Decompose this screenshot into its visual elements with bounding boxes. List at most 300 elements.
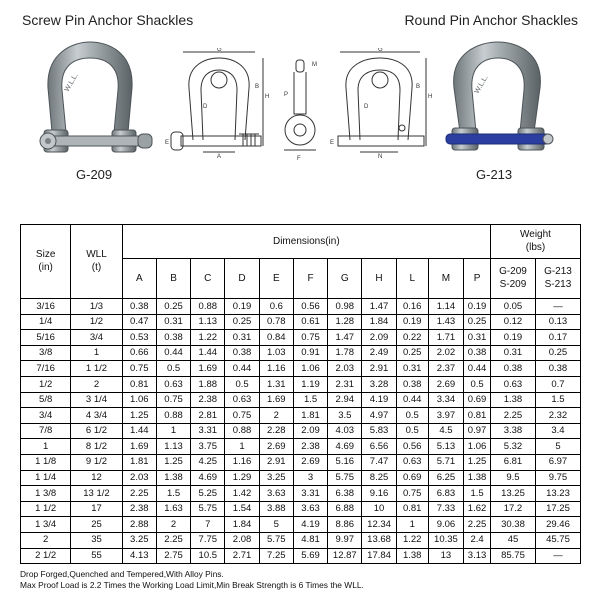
svg-text:B: B	[255, 84, 260, 90]
table-cell: 10.35	[428, 532, 463, 548]
table-cell: 0.88	[191, 299, 225, 315]
table-cell: 0.5	[464, 376, 491, 392]
table-cell: —	[535, 299, 580, 315]
table-cell: 2.38	[122, 501, 156, 517]
table-cell: 12.34	[362, 517, 396, 533]
table-cell: 0.31	[396, 361, 428, 377]
table-cell: 3.34	[428, 392, 463, 408]
table-cell: 4.13	[122, 548, 156, 564]
table-cell: 1.06	[464, 439, 491, 455]
table-cell: 9.75	[535, 470, 580, 486]
svg-text:G: G	[217, 48, 222, 53]
dim-col-header: D	[225, 259, 259, 299]
table-cell: 1.28	[328, 314, 362, 330]
table-row	[21, 376, 581, 392]
table-cell: 0.66	[122, 345, 156, 361]
table-cell: 0.25	[396, 345, 428, 361]
table-cell: 4.25	[191, 454, 225, 470]
table-cell: 5.75	[328, 470, 362, 486]
table-cell: 2.49	[362, 345, 396, 361]
dim-col-header: P	[464, 259, 491, 299]
table-cell: 6.38	[328, 486, 362, 502]
table-cell: 5.69	[293, 548, 327, 564]
table-cell: 2	[71, 376, 122, 392]
table-cell: 0.81	[464, 408, 491, 424]
table-cell: 0.75	[396, 486, 428, 502]
table-cell: 2 1/2	[21, 548, 71, 564]
table-cell: 45.75	[535, 532, 580, 548]
size-header	[21, 225, 71, 299]
svg-text:M: M	[312, 62, 317, 68]
table-cell: 1 3/8	[21, 486, 71, 502]
table-cell: 10.5	[191, 548, 225, 564]
table-cell: 0.25	[464, 314, 491, 330]
table-cell: 1.31	[259, 376, 293, 392]
table-row	[21, 470, 581, 486]
table-cell: 0.53	[122, 330, 156, 346]
table-cell: 13.23	[535, 486, 580, 502]
table-cell: 7/16	[21, 361, 71, 377]
right-model-label: G-213	[476, 167, 513, 182]
table-cell: 9.97	[328, 532, 362, 548]
table-cell: 29.46	[535, 517, 580, 533]
table-cell: 1	[225, 439, 259, 455]
table-cell: 0.25	[225, 314, 259, 330]
weight-header-text: Weight (lbs)	[520, 229, 551, 253]
table-cell: 6.81	[491, 454, 536, 470]
table-cell: 1	[21, 439, 71, 455]
dim-col-header: E	[259, 259, 293, 299]
wll-header-text: WLL (t)	[86, 249, 107, 273]
table-cell: 4.19	[362, 392, 396, 408]
dim-col-header: A	[122, 259, 156, 299]
table-cell: 1.42	[225, 486, 259, 502]
table-cell: 0.19	[225, 299, 259, 315]
table-cell: 1.47	[362, 299, 396, 315]
table-cell: 3.75	[191, 439, 225, 455]
svg-text:H: H	[428, 94, 433, 100]
table-cell: 1.84	[362, 314, 396, 330]
weight-col-header-text: G-213 S-213	[544, 266, 572, 290]
table-cell: 1 1/8	[21, 454, 71, 470]
table-cell: 0.13	[535, 314, 580, 330]
table-cell: 1.29	[225, 470, 259, 486]
table-cell: 2	[21, 532, 71, 548]
note-line-2: Max Proof Load is 2.2 Times the Working Load Limit,Min Break Strength is 6 Times the WLL.	[20, 580, 364, 590]
dim-col-header: H	[362, 259, 396, 299]
svg-text:E: E	[165, 140, 170, 146]
table-cell: 55	[71, 548, 122, 564]
table-cell: 0.44	[396, 392, 428, 408]
table-cell: 1.03	[259, 345, 293, 361]
table-cell: 1.69	[259, 392, 293, 408]
table-cell: 1/2	[21, 376, 71, 392]
table-row	[21, 408, 581, 424]
table-cell: 1.16	[225, 454, 259, 470]
table-cell: 13 1/2	[71, 486, 122, 502]
table-cell: 5.75	[191, 501, 225, 517]
table-cell: 0.75	[225, 408, 259, 424]
table-cell: 5.16	[328, 454, 362, 470]
table-cell: 0.81	[396, 501, 428, 517]
table-cell: 0.5	[396, 408, 428, 424]
table-cell: 1.19	[293, 376, 327, 392]
table-cell: 9.06	[428, 517, 463, 533]
table-cell: 17.2	[491, 501, 536, 517]
table-cell: 0.5	[225, 376, 259, 392]
table-cell: 0.31	[464, 330, 491, 346]
left-model-label: G-209	[76, 167, 113, 182]
table-cell: 0.69	[396, 470, 428, 486]
spec-table	[20, 224, 581, 564]
svg-text:W.L.L.: W.L.L.	[63, 72, 80, 93]
table-cell: 2	[259, 408, 293, 424]
table-cell: 0.19	[464, 299, 491, 315]
table-row	[21, 517, 581, 533]
table-cell: 0.44	[225, 361, 259, 377]
table-cell: 2.37	[428, 361, 463, 377]
table-cell: 0.5	[396, 423, 428, 439]
table-cell: 4.69	[191, 470, 225, 486]
table-cell: 0.75	[122, 361, 156, 377]
svg-text:P: P	[284, 92, 289, 98]
table-cell: 2.08	[225, 532, 259, 548]
screw-pin-shackle-photo	[38, 36, 158, 166]
table-cell: 1 1/2	[21, 501, 71, 517]
table-cell: 12.87	[328, 548, 362, 564]
table-cell: —	[535, 548, 580, 564]
dim-col-header: B	[156, 259, 190, 299]
table-cell: 1.47	[328, 330, 362, 346]
table-cell: 1 3/4	[21, 517, 71, 533]
table-cell: 1.14	[428, 299, 463, 315]
table-cell: 2.02	[428, 345, 463, 361]
table-cell: 1.22	[191, 330, 225, 346]
table-cell: 2.71	[225, 548, 259, 564]
table-cell: 0.31	[491, 345, 536, 361]
table-cell: 7.33	[428, 501, 463, 517]
table-cell: 5	[535, 439, 580, 455]
table-cell: 3/4	[21, 408, 71, 424]
table-cell: 5.13	[428, 439, 463, 455]
table-cell: 2.91	[362, 361, 396, 377]
table-cell: 0.17	[535, 330, 580, 346]
table-cell: 2.25	[464, 517, 491, 533]
table-cell: 1.54	[225, 501, 259, 517]
table-row	[21, 439, 581, 455]
table-cell: 1.06	[293, 361, 327, 377]
size-header-text: Size (in)	[35, 249, 56, 273]
table-cell: 4.69	[328, 439, 362, 455]
table-cell: 0.84	[259, 330, 293, 346]
table-cell: 3.38	[491, 423, 536, 439]
table-cell: 17	[71, 501, 122, 517]
table-cell: 1.5	[293, 392, 327, 408]
table-cell: 2.91	[259, 454, 293, 470]
table-cell: 0.31	[156, 314, 190, 330]
table-cell: 0.05	[491, 299, 536, 315]
table-cell: 1	[396, 517, 428, 533]
table-cell: 3.4	[535, 423, 580, 439]
table-cell: 6.56	[362, 439, 396, 455]
table-row	[21, 392, 581, 408]
table-cell: 5.32	[491, 439, 536, 455]
table-cell: 9.16	[362, 486, 396, 502]
table-cell: 0.47	[122, 314, 156, 330]
table-cell: 0.88	[156, 408, 190, 424]
table-cell: 2.94	[328, 392, 362, 408]
table-cell: 1.69	[191, 361, 225, 377]
dim-col-header: C	[191, 259, 225, 299]
table-cell: 0.56	[293, 299, 327, 315]
table-row	[21, 361, 581, 377]
table-cell: 1.06	[122, 392, 156, 408]
table-cell: 0.88	[225, 423, 259, 439]
table-cell: 2	[156, 517, 190, 533]
table-cell: 0.61	[293, 314, 327, 330]
table-cell: 0.38	[156, 330, 190, 346]
table-row	[21, 454, 581, 470]
table-cell: 0.38	[396, 376, 428, 392]
table-cell: 45	[491, 532, 536, 548]
table-cell: 3.63	[259, 486, 293, 502]
table-cell: 1.84	[225, 517, 259, 533]
table-cell: 2.4	[464, 532, 491, 548]
table-cell: 0.38	[464, 345, 491, 361]
table-cell: 9 1/2	[71, 454, 122, 470]
table-cell: 3/16	[21, 299, 71, 315]
table-cell: 6.88	[328, 501, 362, 517]
table-row	[21, 501, 581, 517]
table-cell: 1/4	[21, 314, 71, 330]
round-pin-title: Round Pin Anchor Shackles	[404, 12, 578, 28]
table-cell: 0.44	[464, 361, 491, 377]
table-cell: 2.69	[259, 439, 293, 455]
wll-header	[71, 225, 122, 299]
table-cell: 7.75	[191, 532, 225, 548]
table-cell: 0.63	[225, 392, 259, 408]
table-cell: 2.69	[428, 376, 463, 392]
table-cell: 17.25	[535, 501, 580, 517]
table-cell: 2.25	[156, 532, 190, 548]
table-cell: 3.88	[259, 501, 293, 517]
table-cell: 2.25	[122, 486, 156, 502]
table-cell: 1.69	[122, 439, 156, 455]
table-cell: 7.25	[259, 548, 293, 564]
table-cell: 2.69	[293, 454, 327, 470]
table-cell: 1.25	[156, 454, 190, 470]
table-cell: 25	[71, 517, 122, 533]
svg-text:D: D	[203, 104, 208, 110]
table-cell: 30.38	[491, 517, 536, 533]
side-drawing	[280, 56, 320, 166]
table-cell: 3.31	[191, 423, 225, 439]
table-cell: 1.44	[122, 423, 156, 439]
table-cell: 13	[428, 548, 463, 564]
table-cell: 13.68	[362, 532, 396, 548]
table-row	[21, 330, 581, 346]
table-cell: 0.81	[122, 376, 156, 392]
table-row	[21, 548, 581, 564]
table-cell: 0.63	[396, 454, 428, 470]
table-cell: 0.25	[535, 345, 580, 361]
svg-text:H: H	[265, 94, 270, 100]
table-cell: 0.98	[328, 299, 362, 315]
table-cell: 5.75	[259, 532, 293, 548]
table-cell: 4 3/4	[71, 408, 122, 424]
table-cell: 6.25	[428, 470, 463, 486]
table-cell: 4.03	[328, 423, 362, 439]
table-cell: 7	[191, 517, 225, 533]
table-cell: 2.03	[122, 470, 156, 486]
table-cell: 8.25	[362, 470, 396, 486]
table-cell: 1.38	[156, 470, 190, 486]
table-cell: 1.38	[491, 392, 536, 408]
table-cell: 0.19	[396, 314, 428, 330]
table-row	[21, 299, 581, 315]
table-cell: 2.03	[328, 361, 362, 377]
table-cell: 85.75	[491, 548, 536, 564]
table-cell: 6.83	[428, 486, 463, 502]
table-cell: 7/8	[21, 423, 71, 439]
table-cell: 5.71	[428, 454, 463, 470]
table-cell: 0.78	[259, 314, 293, 330]
table-cell: 3 1/4	[71, 392, 122, 408]
screw-pin-title: Screw Pin Anchor Shackles	[22, 12, 194, 28]
svg-text:E: E	[330, 140, 335, 146]
dimensions-header: Dimensions(in)	[122, 225, 490, 259]
table-cell: 0.63	[491, 376, 536, 392]
table-cell: 1	[156, 423, 190, 439]
table-cell: 2.38	[293, 439, 327, 455]
table-cell: 8 1/2	[71, 439, 122, 455]
table-cell: 2.31	[328, 376, 362, 392]
table-cell: 1 1/2	[71, 361, 122, 377]
table-cell: 0.19	[491, 330, 536, 346]
table-cell: 1.81	[122, 454, 156, 470]
table-cell: 0.38	[225, 345, 259, 361]
table-cell: 6 1/2	[71, 423, 122, 439]
table-row	[21, 486, 581, 502]
table-cell: 5	[259, 517, 293, 533]
table-cell: 0.25	[156, 299, 190, 315]
svg-text:N: N	[378, 154, 383, 160]
table-cell: 2.25	[491, 408, 536, 424]
table-cell: 1.25	[464, 454, 491, 470]
table-cell: 2.32	[535, 408, 580, 424]
screw-pin-drawing	[163, 48, 275, 160]
table-row	[21, 345, 581, 361]
table-cell: 0.5	[156, 361, 190, 377]
table-cell: 6.97	[535, 454, 580, 470]
table-cell: 3.13	[464, 548, 491, 564]
table-cell: 0.38	[535, 361, 580, 377]
table-cell: 1.16	[259, 361, 293, 377]
svg-text:B: B	[416, 84, 421, 90]
table-cell: 17.84	[362, 548, 396, 564]
weight-header	[491, 225, 581, 259]
table-cell: 1.88	[191, 376, 225, 392]
table-cell: 0.38	[122, 299, 156, 315]
weight-col-header	[535, 259, 580, 299]
table-cell: 1.38	[464, 470, 491, 486]
table-cell: 4.81	[293, 532, 327, 548]
table-cell: 9.5	[491, 470, 536, 486]
table-cell: 1.63	[156, 501, 190, 517]
table-cell: 5/16	[21, 330, 71, 346]
table-cell: 2.28	[259, 423, 293, 439]
table-cell: 0.31	[225, 330, 259, 346]
table-cell: 1.81	[293, 408, 327, 424]
dim-col-header: L	[396, 259, 428, 299]
table-cell: 8.86	[328, 517, 362, 533]
table-cell: 1.5	[156, 486, 190, 502]
table-cell: 1	[71, 345, 122, 361]
table-cell: 1.25	[122, 408, 156, 424]
table-cell: 0.22	[396, 330, 428, 346]
table-cell: 3.5	[328, 408, 362, 424]
table-cell: 3.97	[428, 408, 463, 424]
table-cell: 5.83	[362, 423, 396, 439]
table-cell: 2.88	[122, 517, 156, 533]
dim-col-header: F	[293, 259, 327, 299]
table-cell: 1.13	[191, 314, 225, 330]
table-cell: 3.25	[122, 532, 156, 548]
table-cell: 3.28	[362, 376, 396, 392]
table-cell: 2.38	[191, 392, 225, 408]
table-cell: 7.47	[362, 454, 396, 470]
table-cell: 13.25	[491, 486, 536, 502]
table-cell: 3	[293, 470, 327, 486]
table-cell: 4.5	[428, 423, 463, 439]
table-cell: 0.63	[156, 376, 190, 392]
table-row	[21, 532, 581, 548]
table-cell: 1.5	[535, 392, 580, 408]
table-cell: 1.43	[428, 314, 463, 330]
table-cell: 5/8	[21, 392, 71, 408]
table-cell: 0.75	[156, 392, 190, 408]
table-cell: 35	[71, 532, 122, 548]
table-cell: 0.56	[396, 439, 428, 455]
dim-col-header: M	[428, 259, 463, 299]
table-cell: 5.25	[191, 486, 225, 502]
svg-text:A: A	[217, 154, 222, 160]
table-cell: 0.97	[464, 423, 491, 439]
svg-text:D: D	[364, 104, 369, 110]
table-cell: 3.63	[293, 501, 327, 517]
weight-col-header	[491, 259, 536, 299]
table-cell: 1.5	[464, 486, 491, 502]
table-cell: 0.75	[293, 330, 327, 346]
svg-text:G: G	[378, 48, 383, 53]
table-cell: 3/4	[71, 330, 122, 346]
svg-text:F: F	[297, 156, 301, 162]
svg-text:W.L.L.: W.L.L.	[473, 74, 490, 95]
table-cell: 0.69	[464, 392, 491, 408]
table-cell: 1/3	[71, 299, 122, 315]
table-cell: 1.44	[191, 345, 225, 361]
table-cell: 4.97	[362, 408, 396, 424]
table-cell: 0.91	[293, 345, 327, 361]
table-cell: 0.38	[491, 361, 536, 377]
table-cell: 12	[71, 470, 122, 486]
table-cell: 10	[362, 501, 396, 517]
dim-col-header: G	[328, 259, 362, 299]
table-cell: 0.6	[259, 299, 293, 315]
table-row	[21, 423, 581, 439]
table-cell: 0.12	[491, 314, 536, 330]
table-cell: 3.25	[259, 470, 293, 486]
